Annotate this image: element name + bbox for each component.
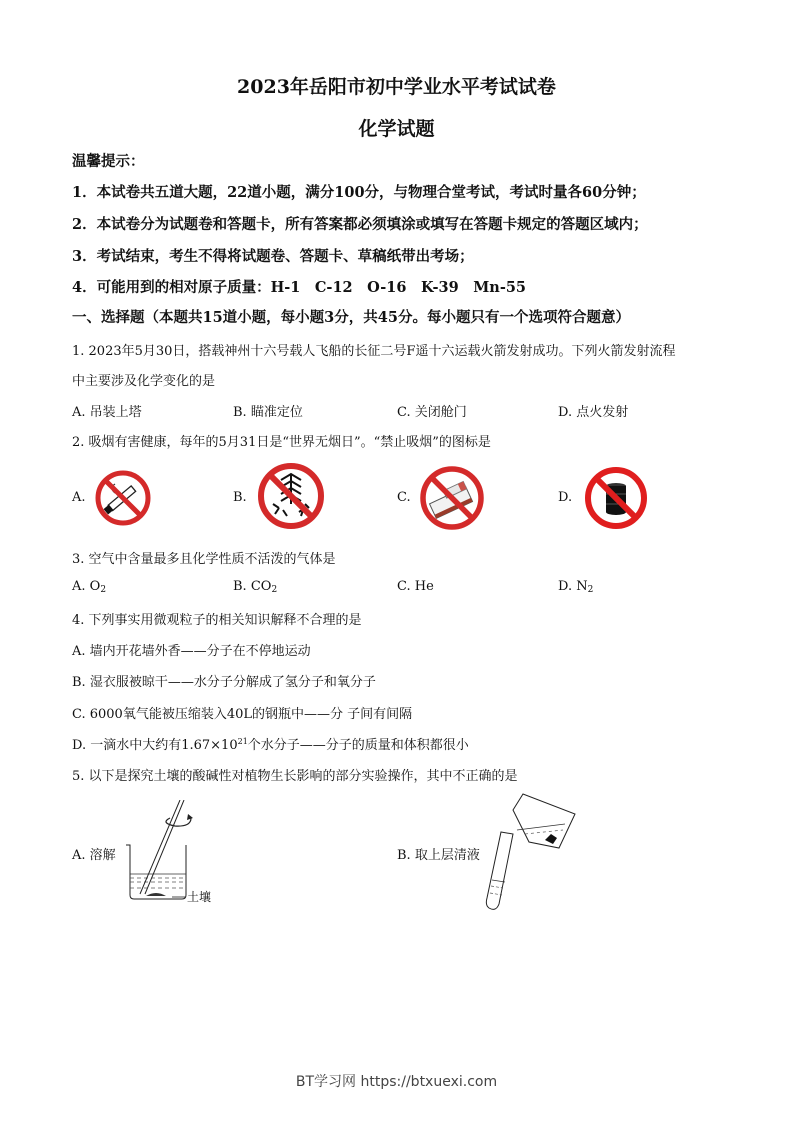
q4-option-d-sup: 21 xyxy=(237,737,248,746)
q4-option-d xyxy=(72,734,469,753)
q3-option-d-text: D. N xyxy=(558,579,588,594)
q4-option-c: C. 6000氧气能被压缩装入40L的钢瓶中——分 子间有间隔 xyxy=(72,707,413,722)
notice-item-4: 4．可能用到的相对原子质量：H-1 C-12 O-16 K-39 Mn-55 xyxy=(72,279,527,296)
question-1-line1: 1. 2023年5月30日，搭载神州十六号载人飞船的长征二号F遥十六运载火箭发射成功。下列火箭发射流程 xyxy=(72,344,676,359)
no-smoking-icon xyxy=(93,468,153,528)
q2-option-d: D. xyxy=(558,490,573,505)
question-3-line1: 3. 空气中含量最多且化学性质不活泼的气体是 xyxy=(72,552,336,567)
footer-watermark: BT学习网 https://btxuexi.com xyxy=(295,1074,498,1090)
no-flammables-icon xyxy=(582,464,650,532)
q4-option-d-post: 个水分子——分子的质量和体积都很小 xyxy=(247,738,469,753)
q3-option-d-sub: 2 xyxy=(587,585,594,595)
q3-option-a xyxy=(72,579,106,595)
q1-option-b: B. 瞄准定位 xyxy=(233,405,303,420)
question-1-line2: 中主要涉及化学变化的是 xyxy=(72,374,216,389)
exam-title: 2023年岳阳市初中学业水平考试试卷 xyxy=(237,76,556,98)
notice-item-1: 1．本试卷共五道大题，22道小题，满分100分，与物理合堂考试，考试时量各60分钟； xyxy=(72,184,646,201)
q3-option-a-text: A. O xyxy=(72,579,101,594)
q4-option-d-pre: D. 一滴水中大约有1.67×10 xyxy=(72,738,238,753)
q1-option-c: C. 关闭舱门 xyxy=(397,405,467,420)
question-2-line1: 2. 吸烟有害健康，每年的5月31日是“世界无烟日”。“禁止吸烟”的图标是 xyxy=(72,435,491,450)
q3-option-b xyxy=(233,579,277,595)
q4-option-b: B. 湿衣服被晾干——水分子分解成了氢分子和氧分子 xyxy=(72,675,376,690)
pouring-supernatant-figure xyxy=(485,790,585,915)
no-matches-icon xyxy=(418,464,486,532)
q1-option-a: A. 吊装上塔 xyxy=(72,405,142,420)
exam-subtitle: 化学试题 xyxy=(358,118,435,140)
notice-heading: 温馨提示： xyxy=(72,153,145,170)
q2-option-c: C. xyxy=(397,490,411,505)
question-4-line1: 4. 下列事实用微观粒子的相关知识解释不合理的是 xyxy=(72,613,362,628)
no-fireworks-icon xyxy=(255,460,327,532)
soil-label: 土壤 xyxy=(187,890,212,904)
q3-option-a-sub: 2 xyxy=(100,585,107,595)
q5-option-b: B. 取上层清液 xyxy=(397,848,480,863)
q3-option-c xyxy=(397,579,434,594)
question-5-line1: 5. 以下是探究土壤的酸碱性对植物生长影响的部分实验操作，其中不正确的是 xyxy=(72,769,518,784)
notice-item-3: 3．考试结束，考生不得将试题卷、答题卡、草稿纸带出考场； xyxy=(72,248,474,265)
q4-option-a: A. 墙内开花墙外香——分子在不停地运动 xyxy=(72,644,311,659)
q3-option-c-text: C. He xyxy=(397,579,434,594)
notice-item-2: 2．本试卷分为试题卷和答题卡，所有答案都必须填涂或填写在答题卡规定的答题区域内； xyxy=(72,216,648,233)
q3-option-d xyxy=(558,579,593,595)
q3-option-b-sub: 2 xyxy=(271,585,278,595)
q2-option-b: B. xyxy=(233,490,247,505)
q3-option-b-text: B. CO xyxy=(233,579,272,594)
section-heading: 一、选择题（本题共15道小题，每小题3分，共45分。每小题只有一个选项符合题意） xyxy=(72,309,630,326)
q5-option-a: A. 溶解 xyxy=(72,848,116,863)
q2-option-a: A. xyxy=(72,490,86,505)
beaker-dissolving-figure xyxy=(120,800,230,910)
q1-option-d: D. 点火发射 xyxy=(558,405,629,420)
